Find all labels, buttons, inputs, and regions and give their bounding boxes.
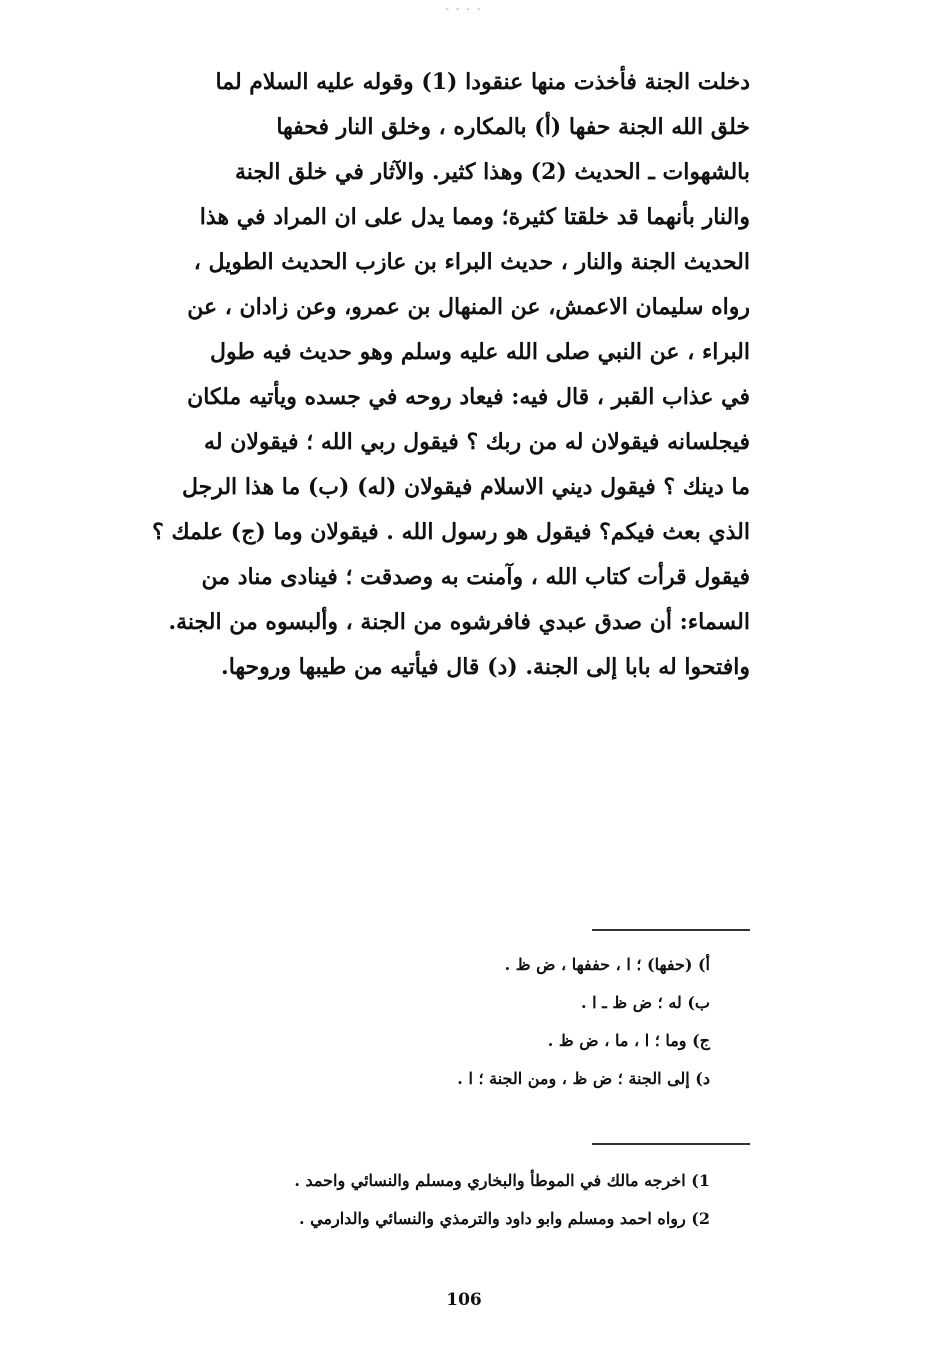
variant-note: د) إلى الجنة ؛ ض ظ ، ومن الجنة ؛ ا . [457, 1069, 710, 1088]
body-line: الذي بعث فيكم؟ فيقول هو رسول الله . فيقولان وما (ج) علمك ؟ [152, 519, 750, 545]
body-line: بالشهوات ـ الحديث (2) وهذا كثير. والآثار في خلق الجنة [235, 159, 750, 185]
body-line: دخلت الجنة فأخذت منها عنقودا (1) وقوله عليه السلام لما [215, 69, 750, 95]
variant-note: ب) له ؛ ض ظ ـ ا . [580, 993, 710, 1012]
source-footnotes [150, 1162, 710, 1238]
body-line: خلق الله الجنة حفها (أ) بالمكاره ، وخلق النار فحفها [276, 114, 750, 140]
page-number: 106 [446, 1290, 482, 1310]
footnote-divider-sources [592, 1143, 750, 1145]
footnote-divider-variants [592, 929, 750, 931]
body-line: فيجلسانه فيقولان له من ربك ؟ فيقول ربي الله ؛ فيقولان له [204, 429, 750, 455]
variant-note: ج) وما ؛ ا ، ما ، ض ظ . [547, 1031, 710, 1050]
body-line: وافتحوا له بابا إلى الجنة. (د) قال فيأتيه من طيبها وروحها. [221, 654, 750, 680]
main-body-text [100, 60, 750, 690]
body-line: ما دينك ؟ فيقول ديني الاسلام فيقولان (له) (ب) ما هذا الرجل [181, 474, 750, 500]
body-line: البراء ، عن النبي صلى الله عليه وسلم وهو حديث فيه طول [210, 339, 750, 365]
body-line: السماء: أن صدق عبدي فافرشوه من الجنة ، وألبسوه من الجنة. [168, 609, 750, 635]
source-note: 2) رواه احمد ومسلم وابو داود والترمذي والنسائي والدارمي . [298, 1209, 710, 1228]
variant-footnotes [150, 946, 710, 1098]
body-line: فيقول قرأت كتاب الله ، وآمنت به وصدقت ؛ فينادى مناد من [201, 564, 750, 590]
body-line: والنار بأنهما قد خلقتا كثيرة؛ ومما يدل على ان المراد في هذا [199, 204, 750, 230]
body-line: رواه سليمان الاعمش، عن المنهال بن عمرو، وعن زادان ، عن [187, 294, 750, 320]
source-note: 1) اخرجه مالك في الموطأ والبخاري ومسلم والنسائي واحمد . [294, 1171, 710, 1190]
top-header-mark: - - - - [445, 4, 483, 15]
body-line: الحديث الجنة والنار ، حديث البراء بن عازب الحديث الطويل ، [193, 249, 750, 275]
variant-note: أ) (حفها) ؛ ا ، حففها ، ض ظ . [504, 955, 710, 974]
body-line: في عذاب القبر ، قال فيه: فيعاد روحه في جسده ويأتيه ملكان [187, 384, 750, 410]
